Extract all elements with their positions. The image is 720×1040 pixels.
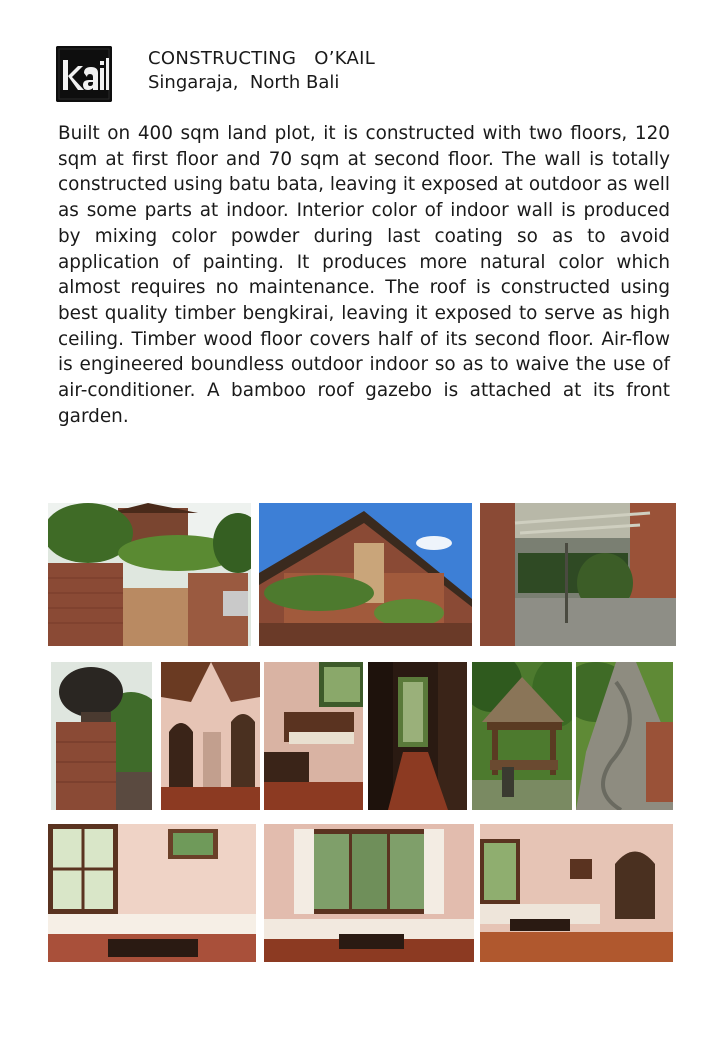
- photo-bright-sitting-room: [48, 824, 256, 962]
- kail-logo: [56, 46, 112, 102]
- description-paragraph: Built on 400 sqm land plot, it is constructed with two floors, 120 sqm at first floor and 70 sqm at second floor. The wall is totally constructed using batu bata, leaving it exposed at outdoor as well as some parts at indoor. Interior color of indoor wall is produced by mixing color powder during last coating so as to avoid application of painting. It produces more natural color which almost requires no maintenance. The roof is constructed using best quality timber bengkirai, leaving it exposed to serve as high ceiling. Timber wood floor covers half of its second floor. Air-flow is engineered boundless outdoor indoor so as to waive the use of air-conditioner. A bamboo roof gazebo is attached at its front garden.: [58, 123, 670, 427]
- photo-arched-doorways: [161, 662, 260, 810]
- photo-stone-path: [576, 662, 673, 810]
- photo-pot-on-pillar: [51, 662, 152, 810]
- photo-house-roof-sky: [259, 503, 472, 646]
- page-title: CONSTRUCTING O’KAIL: [148, 48, 376, 69]
- photo-hallway-door: [368, 662, 467, 810]
- photo-corner-sitting-room: [480, 824, 673, 962]
- photo-courtyard-pergola: [480, 503, 676, 646]
- photo-living-bench: [264, 662, 363, 810]
- photo-bamboo-gazebo: [472, 662, 572, 810]
- page-subtitle: Singaraja, North Bali: [148, 72, 340, 93]
- photo-window-sitting-room: [264, 824, 474, 962]
- photo-exterior-pergola: [48, 503, 251, 646]
